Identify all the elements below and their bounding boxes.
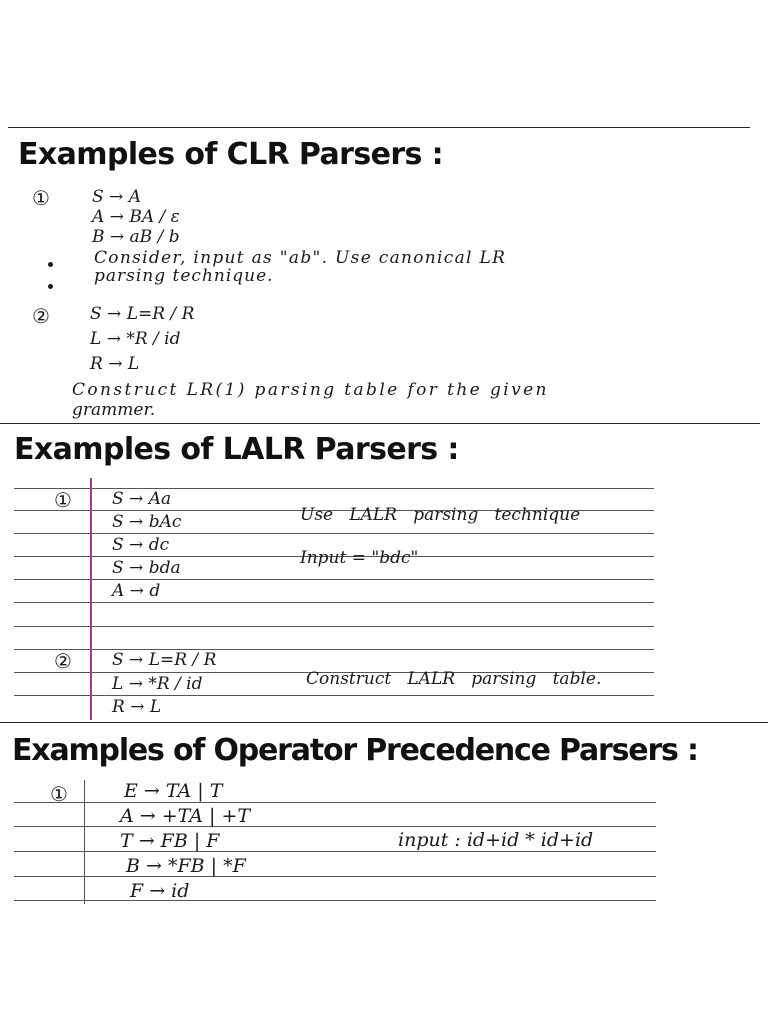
notebook-rule (14, 649, 654, 650)
section-divider-clr-lalr (0, 423, 760, 424)
lalr-example-2-marker: ② (54, 649, 72, 673)
notebook-rule (14, 876, 656, 877)
lalr-heading: Examples of LALR Parsers : (14, 432, 459, 467)
opp-ex1-note-input: input : id+id * id+id (398, 829, 594, 851)
clr-ex2-instruction-line-2: grammer. (72, 400, 156, 420)
clr-ex1-production-3: B → aB / b (92, 227, 180, 247)
notebook-rule (14, 851, 656, 852)
opp-ex1-production-4: B → *FB | *F (126, 855, 246, 877)
clr-ex1-instruction-line-2: parsing technique. (94, 266, 274, 286)
notebook-rule (14, 579, 654, 580)
clr-ex2-production-3: R → L (90, 354, 140, 374)
lalr-ex1-production-5: A → d (112, 581, 161, 601)
notebook-rule (14, 802, 656, 803)
opp-ex1-production-2: A → +TA | +T (120, 805, 251, 827)
opp-heading: Examples of Operator Precedence Parsers : (12, 733, 698, 768)
opp-example-1-marker: ① (50, 782, 68, 806)
notebook-rule (14, 900, 656, 901)
opp-ex1-production-3: T → FB | F (120, 830, 220, 852)
section-divider-lalr-opp (0, 722, 768, 723)
clr-bullet-1 (48, 262, 53, 267)
lalr-ex2-note-construct: Construct LALR parsing table. (306, 669, 602, 689)
clr-heading: Examples of CLR Parsers : (18, 137, 444, 172)
notebook-margin-line (84, 780, 85, 904)
notebook-rule (14, 602, 654, 603)
lalr-ex1-note-input: Input = "bdc" (300, 548, 419, 568)
clr-example-2-marker: ② (32, 304, 50, 328)
lalr-ex1-production-3: S → dc (112, 535, 170, 555)
notebook-rule (14, 533, 654, 534)
notebook-rule (14, 488, 654, 489)
notebook-rule (14, 626, 654, 627)
clr-bullet-2 (48, 284, 53, 289)
clr-ex2-production-1: S → L=R / R (90, 304, 195, 324)
notebook-margin-line (90, 478, 92, 720)
lalr-ex2-production-1: S → L=R / R (112, 650, 217, 670)
lalr-ex1-production-2: S → bAc (112, 512, 182, 532)
section-divider-top (8, 127, 750, 128)
opp-ex1-production-5: F → id (130, 880, 190, 902)
lalr-ex1-production-4: S → bda (112, 558, 181, 578)
notebook-rule (14, 826, 656, 827)
clr-ex1-production-1: S → A (92, 187, 141, 207)
lalr-ex2-production-2: L → *R / id (112, 674, 203, 694)
clr-ex2-instruction-line-1: Construct LR(1) parsing table for the given (72, 380, 549, 400)
clr-ex1-instruction-line-1: Consider, input as "ab". Use canonical LR (94, 248, 507, 268)
clr-ex2-production-2: L → *R / id (90, 329, 181, 349)
clr-example-1-marker: ① (32, 186, 50, 210)
opp-ex1-production-1: E → TA | T (124, 780, 223, 802)
notebook-rule (14, 695, 654, 696)
lalr-ex2-production-3: R → L (112, 697, 162, 717)
lalr-example-1-marker: ① (54, 488, 72, 512)
clr-ex1-production-2: A → BA / ε (92, 207, 180, 227)
lalr-ex1-note-technique: Use LALR parsing technique (300, 505, 581, 525)
lalr-ex1-production-1: S → Aa (112, 489, 172, 509)
